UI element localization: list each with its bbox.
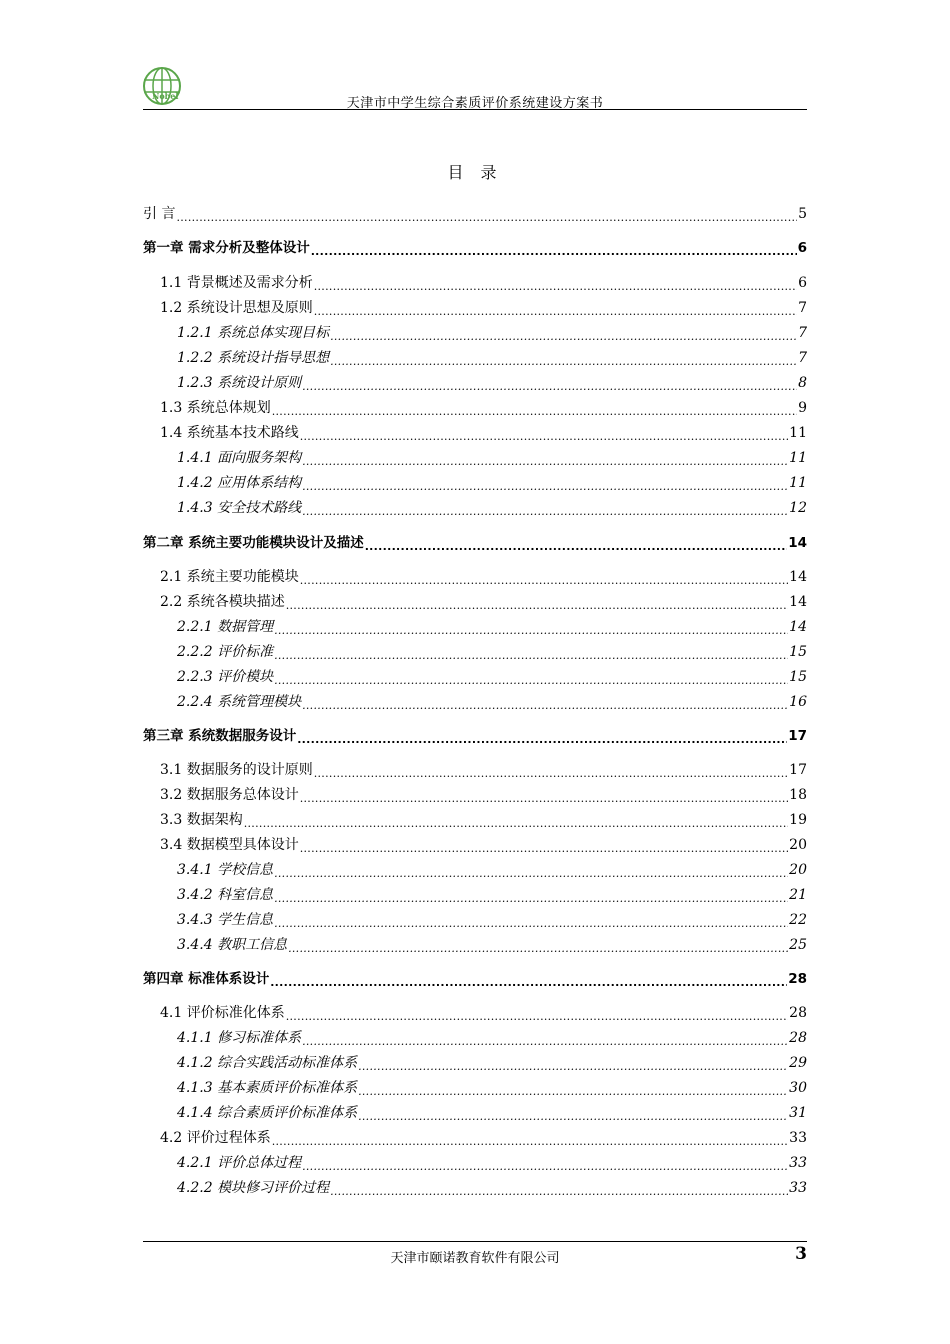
toc-entry-title: 1.2.2 系统设计指导思想	[177, 350, 330, 366]
toc-entry-page: 33	[789, 1155, 807, 1171]
toc-dot-leader	[297, 732, 787, 746]
toc-entry-title: 引 言	[143, 206, 176, 222]
toc-entry[interactable]	[143, 910, 807, 930]
toc-entry-title: 4.2.2 模块修习评价过程	[177, 1180, 330, 1196]
toc-entry-title: 3.4.3 学生信息	[177, 912, 274, 928]
toc-dot-leader	[314, 766, 788, 780]
toc-entry-title: 3.4 数据模型具体设计	[160, 837, 299, 853]
toc-dot-leader	[302, 379, 797, 393]
toc-dot-leader	[302, 504, 788, 518]
toc-entry-title: 4.1.4 综合素质评价标准体系	[177, 1105, 358, 1121]
toc-entry[interactable]	[143, 592, 807, 612]
toc-entry-title: 2.2 系统各模块描述	[160, 594, 285, 610]
toc-entry-page: 16	[789, 694, 807, 710]
toc-entry-title: 4.2.1 评价总体过程	[177, 1155, 302, 1171]
toc-entry-page: 30	[789, 1080, 807, 1096]
toc-entry-title: 1.4.2 应用体系结构	[177, 475, 302, 491]
toc-dot-leader	[286, 1009, 788, 1023]
toc-entry-title: 第二章 系统主要功能模块设计及描述	[143, 535, 364, 551]
toc-entry[interactable]	[143, 617, 807, 637]
toc-dot-leader	[272, 404, 797, 418]
toc-dot-leader	[274, 866, 788, 880]
toc-entry-title: 2.1 系统主要功能模块	[160, 569, 299, 585]
toc-entry-page: 6	[798, 275, 807, 291]
toc-entry-title: 3.4.1 学校信息	[177, 862, 274, 878]
toc-entry-page: 15	[789, 669, 807, 685]
toc-entry[interactable]	[143, 498, 807, 518]
toc-entry-title: 1.3 系统总体规划	[160, 400, 271, 416]
footer-divider	[143, 1241, 807, 1242]
toc-dot-leader	[302, 698, 788, 712]
toc-dot-leader	[274, 916, 788, 930]
toc-dot-leader	[288, 941, 788, 955]
toc-dot-leader	[274, 648, 788, 662]
toc-dot-leader	[176, 210, 797, 224]
toc-entry-page: 28	[788, 971, 807, 987]
toc-entry-title: 3.3 数据架构	[160, 812, 243, 828]
toc-entry[interactable]	[143, 642, 807, 662]
toc-entry-title: 第三章 系统数据服务设计	[143, 728, 297, 744]
toc-entry[interactable]	[143, 1153, 807, 1173]
toc-entry-page: 14	[788, 535, 807, 551]
toc-entry-page: 31	[789, 1105, 807, 1121]
toc-entry[interactable]	[143, 398, 807, 418]
toc-entry-page: 15	[789, 644, 807, 660]
toc-dot-leader	[302, 1159, 788, 1173]
toc-entry-title: 2.2.1 数据管理	[177, 619, 274, 635]
toc-entry-page: 33	[789, 1130, 807, 1146]
toc-entry-page: 7	[798, 325, 807, 341]
toc-entry[interactable]	[143, 1028, 807, 1048]
toc-entry-title: 1.1 背景概述及需求分析	[160, 275, 313, 291]
toc-dot-leader	[365, 539, 788, 553]
toc-entry-page: 7	[798, 300, 807, 316]
toc-entry-page: 14	[789, 594, 807, 610]
toc-entry-page: 9	[798, 400, 807, 416]
toc-dot-leader	[300, 791, 788, 805]
toc-entry-title: 第四章 标准体系设计	[143, 971, 270, 987]
toc-entry-page: 11	[789, 425, 807, 441]
page-number: 3	[795, 1244, 807, 1264]
toc-entry[interactable]	[143, 533, 807, 553]
toc-entry-title: 1.4 系统基本技术路线	[160, 425, 299, 441]
toc-entry-title: 2.2.3 评价模块	[177, 669, 274, 685]
toc-entry[interactable]	[143, 785, 807, 805]
toc-entry[interactable]	[143, 273, 807, 293]
toc-entry[interactable]	[143, 238, 807, 258]
toc-entry-page: 29	[789, 1055, 807, 1071]
toc-entry-title: 1.2.1 系统总体实现目标	[177, 325, 330, 341]
toc-entry-title: 3.2 数据服务总体设计	[160, 787, 299, 803]
toc-entry[interactable]	[143, 726, 807, 746]
toc-entry-page: 14	[789, 619, 807, 635]
toc-entry[interactable]	[143, 1053, 807, 1073]
toc-entry[interactable]	[143, 448, 807, 468]
toc-dot-leader	[302, 1034, 788, 1048]
toc-title: 目 录	[447, 163, 503, 182]
toc-entry[interactable]	[143, 204, 807, 224]
toc-entry-page: 12	[789, 500, 807, 516]
toc-entry-title: 4.1.1 修习标准体系	[177, 1030, 302, 1046]
toc-dot-leader	[300, 429, 788, 443]
toc-entry-title: 3.4.2 科室信息	[177, 887, 274, 903]
toc-entry[interactable]	[143, 885, 807, 905]
toc-entry-page: 11	[789, 450, 807, 466]
toc-entry-title: 1.2.3 系统设计原则	[177, 375, 302, 391]
toc-entry-title: 1.4.3 安全技术路线	[177, 500, 302, 516]
toc-entry-page: 28	[789, 1005, 807, 1021]
toc-dot-leader	[300, 841, 788, 855]
toc-entry[interactable]	[143, 473, 807, 493]
toc-dot-leader	[270, 975, 787, 989]
toc-entry-title: 3.1 数据服务的设计原则	[160, 762, 313, 778]
toc-dot-leader	[244, 816, 788, 830]
toc-entry[interactable]	[143, 692, 807, 712]
toc-entry-page: 28	[789, 1030, 807, 1046]
toc-entry-page: 8	[798, 375, 807, 391]
toc-dot-leader	[302, 479, 788, 493]
logo-wordmark: Nobel	[152, 91, 179, 101]
toc-entry[interactable]	[143, 373, 807, 393]
toc-entry-page: 33	[789, 1180, 807, 1196]
toc-entry[interactable]	[143, 969, 807, 989]
toc-entry-page: 20	[789, 862, 807, 878]
toc-entry-page: 22	[789, 912, 807, 928]
toc-dot-leader	[311, 244, 797, 258]
toc-dot-leader	[358, 1084, 788, 1098]
toc-entry-page: 20	[789, 837, 807, 853]
toc-entry[interactable]	[143, 835, 807, 855]
toc-entry-title: 3.4.4 教职工信息	[177, 937, 288, 953]
toc-entry-title: 2.2.4 系统管理模块	[177, 694, 302, 710]
toc-entry-title: 4.1 评价标准化体系	[160, 1005, 285, 1021]
toc-dot-leader	[300, 573, 788, 587]
toc-dot-leader	[358, 1059, 788, 1073]
toc-entry[interactable]	[143, 1003, 807, 1023]
toc-entry-page: 5	[798, 206, 807, 222]
toc-entry-title: 2.2.2 评价标准	[177, 644, 274, 660]
toc-entry[interactable]	[143, 760, 807, 780]
toc-entry[interactable]	[143, 348, 807, 368]
toc-entry-page: 17	[789, 762, 807, 778]
toc-dot-leader	[274, 673, 788, 687]
toc-dot-leader	[358, 1109, 788, 1123]
toc-entry-page: 7	[798, 350, 807, 366]
toc-entry[interactable]	[143, 1078, 807, 1098]
toc-dot-leader	[274, 623, 788, 637]
toc-dot-leader	[330, 329, 797, 343]
toc-entry[interactable]	[143, 935, 807, 955]
toc-entry-title: 1.2 系统设计思想及原则	[160, 300, 313, 316]
toc-entry[interactable]	[143, 1178, 807, 1198]
toc-entry-page: 14	[789, 569, 807, 585]
toc-dot-leader	[274, 891, 788, 905]
toc-entry[interactable]	[143, 810, 807, 830]
toc-dot-leader	[330, 354, 797, 368]
toc-entry-title: 第一章 需求分析及整体设计	[143, 240, 310, 256]
toc-entry[interactable]	[143, 860, 807, 880]
toc-entry[interactable]	[143, 1103, 807, 1123]
toc-entry[interactable]	[143, 567, 807, 587]
header-divider	[143, 109, 807, 110]
toc-entry-page: 25	[789, 937, 807, 953]
toc-entry[interactable]	[143, 423, 807, 443]
toc-entry-page: 17	[788, 728, 807, 744]
header-title: 天津市中学生综合素质评价系统建设方案书	[346, 96, 604, 111]
toc-entry[interactable]	[143, 323, 807, 343]
toc-entry[interactable]	[143, 667, 807, 687]
toc-entry-title: 4.1.2 综合实践活动标准体系	[177, 1055, 358, 1071]
toc-dot-leader	[314, 279, 797, 293]
toc-dot-leader	[272, 1134, 788, 1148]
footer-company: 天津市颐诺教育软件有限公司	[390, 1251, 560, 1266]
toc-dot-leader	[286, 598, 788, 612]
toc-dot-leader	[330, 1184, 788, 1198]
toc-dot-leader	[302, 454, 788, 468]
toc-entry-page: 19	[789, 812, 807, 828]
toc-entry-title: 1.4.1 面向服务架构	[177, 450, 302, 466]
toc-dot-leader	[314, 304, 797, 318]
toc-entry-title: 4.1.3 基本素质评价标准体系	[177, 1080, 358, 1096]
toc-entry-page: 21	[789, 887, 807, 903]
toc-entry-title: 4.2 评价过程体系	[160, 1130, 271, 1146]
toc-entry[interactable]	[143, 1128, 807, 1148]
toc-entry-page: 11	[789, 475, 807, 491]
toc-entry-page: 18	[789, 787, 807, 803]
toc-entry-page: 6	[797, 240, 807, 256]
toc-entry[interactable]	[143, 298, 807, 318]
